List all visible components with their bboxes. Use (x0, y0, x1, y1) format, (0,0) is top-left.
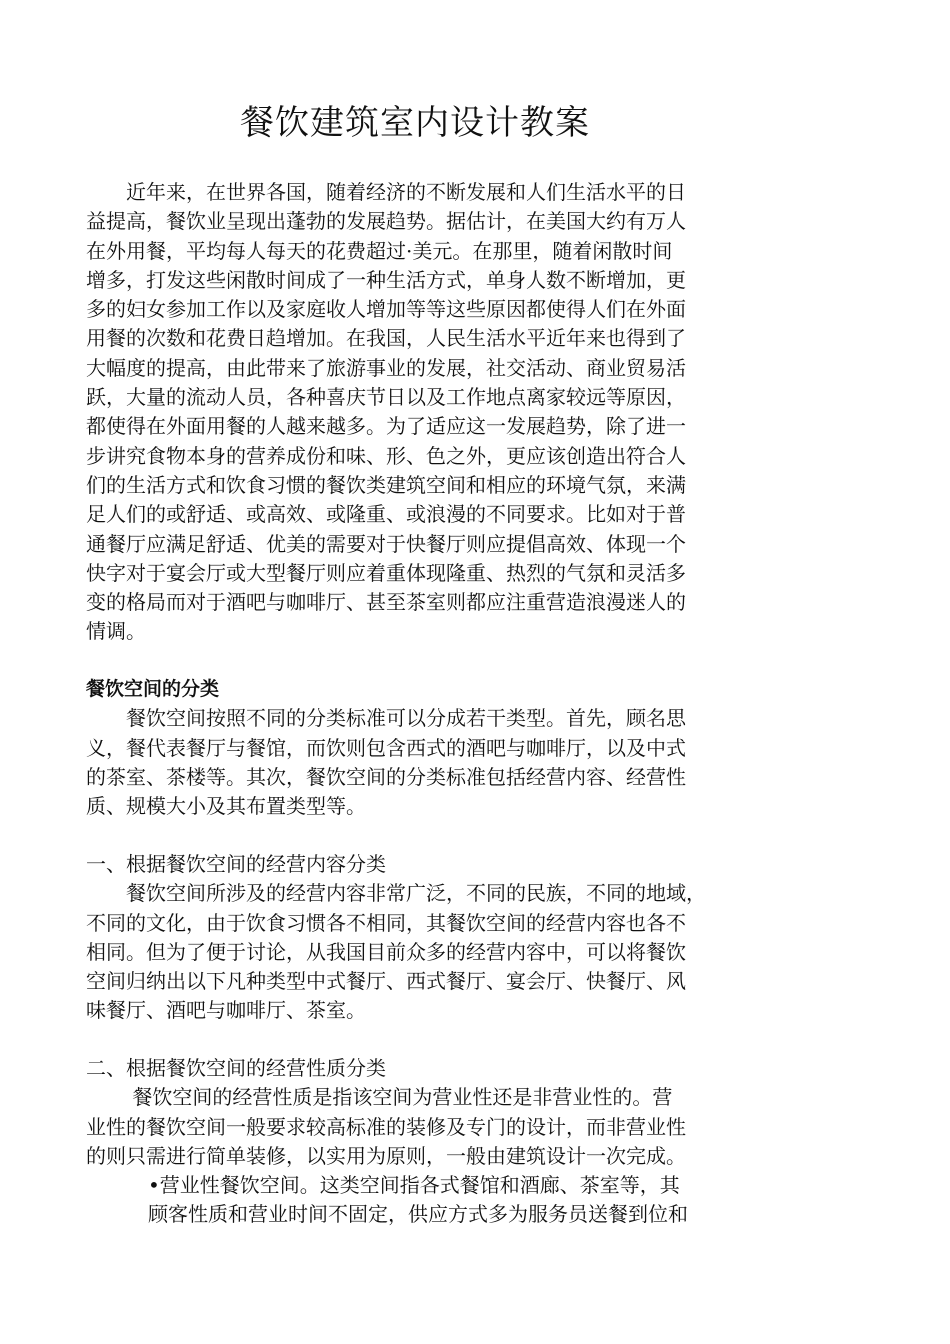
paragraph-line: 变的格局而对于酒吧与咖啡厅、甚至茶室则都应注重营造浪漫迷人的 (86, 590, 686, 615)
paragraph-line: 餐饮空间所涉及的经营内容非常广泛，不同的民族，不同的地域， (86, 881, 706, 906)
paragraph-line: 在外用餐，平均每人每天的花费超过·美元。在那里，随着闲散时间 (86, 238, 673, 263)
paragraph-line: 情调。 (86, 619, 146, 644)
paragraph-line: 味餐厅、酒吧与咖啡厅、茶室。 (86, 998, 366, 1023)
paragraph-line: 空间归纳出以下凡种类型中式餐厅、西式餐厅、宴会厅、快餐厅、风 (86, 969, 686, 994)
paragraph-line: 质、规模大小及其布置类型等。 (86, 794, 366, 819)
bullet-line: •营业性餐饮空间。这类空间指各式餐馆和酒廊、茶室等，其 (148, 1173, 680, 1197)
paragraph-line: 大幅度的提高，由此带来了旅游事业的发展，社交活动、商业贸易活 (86, 355, 686, 380)
paragraph-line: 步讲究食物本身的营养成份和味、形、色之外，更应该创造出符合人 (86, 443, 686, 468)
paragraph-line: 多的妇女参加工作以及家庭收人增加等等这些原因都使得人们在外面 (86, 297, 686, 322)
section-by-content (86, 850, 776, 1026)
paragraph-line: 益提高，餐饮业呈现出蓬勃的发展趋势。据估计，在美国大约有万人 (86, 209, 686, 234)
bullet-commercial (148, 1171, 768, 1230)
paragraph-line: 快字对于宴会厅或大型餐厅则应着重体现隆重、热烈的气氛和灵活多 (86, 560, 686, 585)
section-heading: 一、根据餐饮空间的经营内容分类 (86, 852, 386, 876)
bullet-line: 顾客性质和营业时间不固定，供应方式多为服务员送餐到位和 (148, 1202, 688, 1227)
section-heading: 二、根据餐饮空间的经营性质分类 (86, 1056, 386, 1080)
document-title: 餐饮建筑室内设计教案 (240, 103, 590, 143)
paragraph-line: 的茶室、茶楼等。其次，餐饮空间的分类标准包括经营内容、经营性 (86, 764, 686, 789)
paragraph-line: 都使得在外面用餐的人越来越多。为了适应这一发展趋势，除了进一 (86, 414, 686, 439)
intro-paragraph (86, 178, 776, 647)
paragraph-line: 业性的餐饮空间一般要求较高标准的装修及专门的设计，而非营业性 (86, 1114, 686, 1139)
paragraph-line: 相同。但为了便于讨论，从我国目前众多的经营内容中，可以将餐饮 (86, 939, 686, 964)
paragraph-line: 不同的文化，由于饮食习惯各不相同，其餐饮空间的经营内容也各不 (86, 910, 686, 935)
section-classification (86, 675, 776, 821)
paragraph-line: 的则只需进行简单装修，以实用为原则，一般由建筑设计一次完成。 (86, 1143, 686, 1168)
paragraph-line: 用餐的次数和花费日趋增加。在我国，人民生活水平近年来也得到了 (86, 326, 686, 351)
paragraph-line: 足人们的或舒适、或高效、或隆重、或浪漫的不同要求。比如对于普 (86, 502, 686, 527)
section-heading: 餐饮空间的分类 (86, 678, 220, 700)
paragraph-line: 通餐厅应满足舒适、优美的需要对于快餐厅则应提倡高效、体现一个 (86, 531, 686, 556)
paragraph-line: 餐饮空间的经营性质是指该空间为营业性还是非营业性的。营 (86, 1085, 673, 1110)
paragraph-line: 义，餐代表餐厅与餐馆，而饮则包含西式的酒吧与咖啡厅，以及中式 (86, 735, 686, 760)
paragraph-line: 近年来，在世界各国，随着经济的不断发展和人们生活水平的日 (86, 180, 686, 204)
paragraph-line: 增多，打发这些闲散时间成了一种生活方式，单身人数不断增加，更 (86, 267, 686, 292)
paragraph-line: 跃，大量的流动人员，各种喜庆节日以及工作地点离家较远等原因， (86, 385, 686, 410)
paragraph-line: 餐饮空间按照不同的分类标准可以分成若干类型。首先，顾名思 (86, 706, 686, 731)
paragraph-line: 们的生活方式和饮食习惯的餐饮类建筑空间和相应的环境气氛，来满 (86, 472, 686, 497)
section-by-nature (86, 1054, 776, 1171)
